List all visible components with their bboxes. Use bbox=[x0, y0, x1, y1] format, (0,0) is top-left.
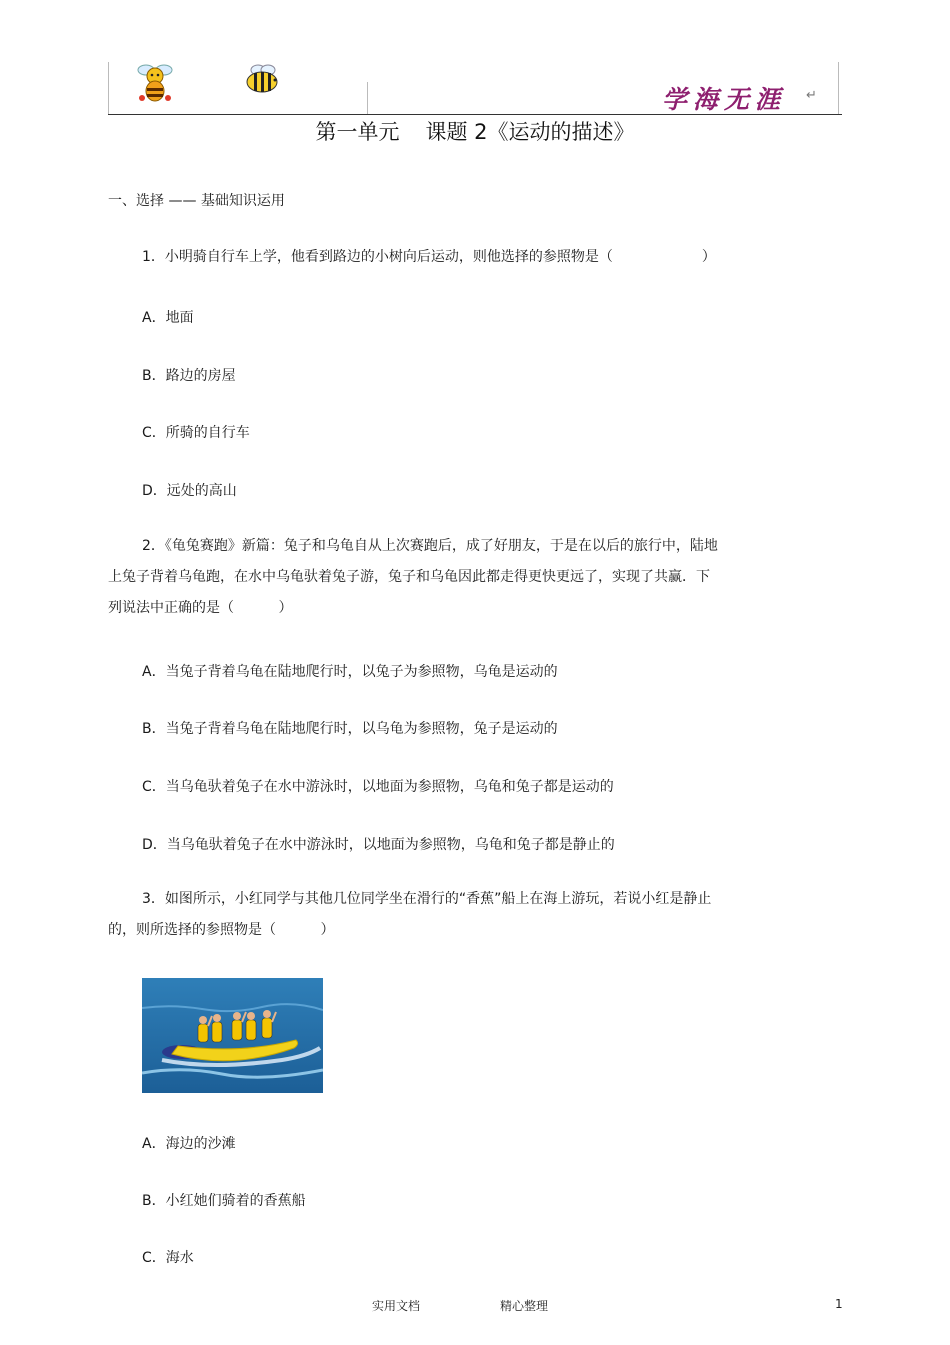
question-2-option-b: B．当兔子背着乌龟在陆地爬行时，以乌龟为参照物，兔子是运动的 bbox=[142, 721, 558, 737]
title-unit: 第一单元 bbox=[315, 120, 400, 144]
question-2-option-c: C．当乌龟驮着兔子在水中游泳时，以地面为参照物，乌龟和兔子都是运动的 bbox=[142, 779, 614, 795]
question-3-option-a: A．海边的沙滩 bbox=[142, 1136, 236, 1152]
header-divider-left bbox=[108, 62, 109, 114]
bee-mascot-icon bbox=[132, 58, 178, 104]
header-divider-right bbox=[838, 62, 839, 114]
question-line: 1．小明骑自行车上学，他看到路边的小树向后运动，则他选择的参照物是（ ） bbox=[142, 249, 716, 265]
header-motto: 学海无涯 bbox=[662, 85, 787, 114]
question-line: 的，则所选择的参照物是（ ） bbox=[108, 922, 335, 938]
section-heading: 一、选择 —— 基础知识运用 bbox=[108, 193, 285, 209]
question-1-option-d: D．远处的高山 bbox=[142, 483, 237, 499]
question-3-stem bbox=[108, 884, 711, 946]
footer-middle-text: 精心整理 bbox=[500, 1299, 549, 1313]
question-line: 3．如图所示，小红同学与其他几位同学坐在滑行的“香蕉”船上在海上游玩，若说小红是静止 bbox=[142, 891, 712, 907]
question-line: 列说法中正确的是（ ） bbox=[108, 600, 293, 616]
question-3-option-b: B．小红她们骑着的香蕉船 bbox=[142, 1193, 306, 1209]
banana-boat-photo bbox=[142, 978, 323, 1093]
question-1-stem bbox=[142, 242, 716, 273]
header-divider-middle bbox=[367, 82, 368, 114]
question-2-option-a: A．当兔子背着乌龟在陆地爬行时，以兔子为参照物，乌龟是运动的 bbox=[142, 664, 558, 680]
page-title bbox=[0, 116, 950, 146]
question-2-option-d: D．当乌龟驮着兔子在水中游泳时，以地面为参照物，乌龟和兔子都是静止的 bbox=[142, 837, 615, 853]
question-line: 上兔子背着乌龟跑，在水中乌龟驮着兔子游，兔子和乌龟因此都走得更快更远了，实现了共赢．下 bbox=[108, 569, 710, 585]
bee-icon bbox=[242, 62, 282, 96]
header-rule bbox=[108, 114, 842, 115]
question-3-option-c: C．海水 bbox=[142, 1250, 194, 1266]
question-2-stem bbox=[108, 531, 718, 624]
question-line: 2．《龟兔赛跑》新篇：兔子和乌龟自从上次赛跑后，成了好朋友，于是在以后的旅行中，陆地 bbox=[142, 538, 718, 554]
question-1-option-a: A．地面 bbox=[142, 310, 194, 326]
footer-left-text: 实用文档 bbox=[372, 1299, 421, 1313]
title-lesson: 课题 2《运动的描述》 bbox=[425, 120, 635, 144]
page-number: 1 bbox=[835, 1297, 843, 1311]
question-1-option-c: C．所骑的自行车 bbox=[142, 425, 250, 441]
question-1-option-b: B．路边的房屋 bbox=[142, 368, 236, 384]
paragraph-mark: ↵ bbox=[806, 88, 817, 103]
